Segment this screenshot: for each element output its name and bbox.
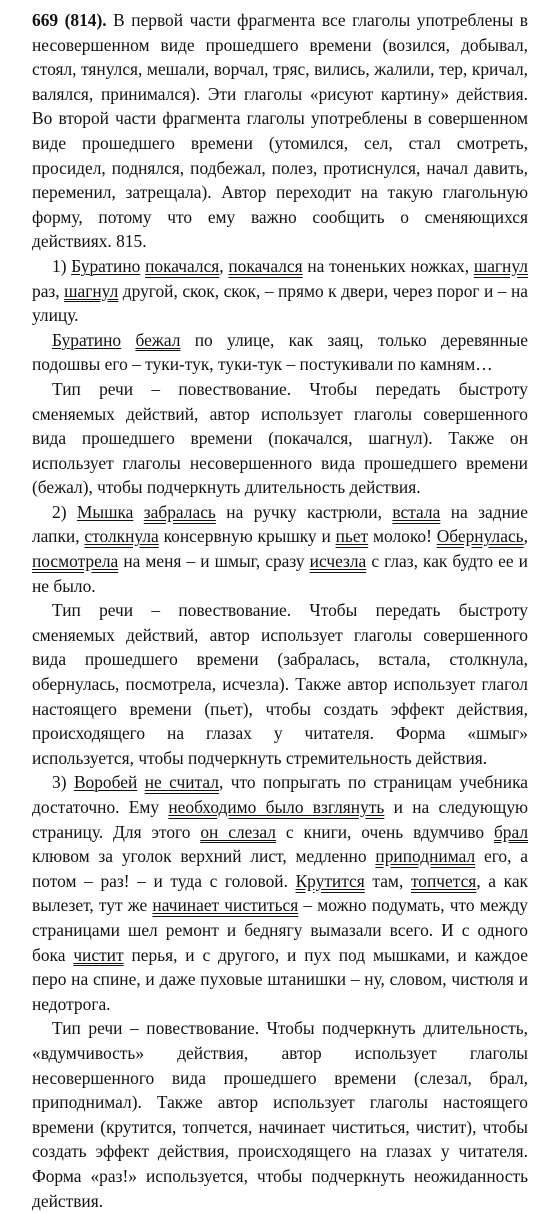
plain-text: на меня – и шмыг, сразу [123,551,305,572]
punct: , [523,526,528,547]
subject-word: Воробей [73,772,138,793]
predicate-word: покачался [228,255,303,276]
next-exercise-ref: 815. [116,231,147,252]
plain-text: молоко! [372,526,432,547]
plain-text: с книги, очень вдумчиво [285,821,485,842]
predicate-word: чистит [73,944,124,965]
predicate-word: приподнимал [375,846,476,867]
plain-text: перья, и с другого, и пух под мышками, и каждое перо на спине, и даже пуховые штанишки – ну, словом, чистюля и недотрога. [32,944,528,1014]
predicate-word: он слезал [200,821,276,842]
speech-type-paragraph-1: Тип речи – повествование. Чтобы передать быстроту сменяемых действий, автор использует глаголы совершенного вида прошедшего времени (покачался, шагнул). Также он использует глаголы несовершенного вида прошедшего времени (бежал), чтобы подчеркнуть длительность действия. [32,378,528,498]
plain-text: раз, [32,280,60,301]
plain-text: консервную крышку и [163,526,331,547]
predicate-word: столкнула [84,526,159,547]
subject-word: Буратино [52,329,122,350]
predicate-word: шагнул [473,255,528,276]
predicate-word: необходимо было взглянуть [168,797,385,817]
plain-text: по улице, как заяц, только деревянные подошвы его – туки-тук, туки-тук – постукивали по камням… [32,329,528,375]
plain-text: другой, скок, скок, – прямо к двери, через порог и – на улицу. [32,280,528,326]
predicate-word: топчется [410,870,477,891]
predicate-word: не считал [144,772,219,793]
predicate-word: исчезла [309,551,367,572]
example-number: 2) [52,501,67,522]
exercise-number: 669 (814). [32,10,107,30]
intro-text: В первой части фрагмента все глаголы употреблены в несовершенном виде прошедшего времени (возился, добывал, стоял, тянулся, мешали, ворчал, тряс, вились, жалили, тер, кричал, валялся, принимался). Эти глаголы «рисуют картину» действия. Во второй части фрагмента глаголы употреблены в совершенном виде прошедшего времени (утомился, сел, стал смотреть, просидел, поднялся, подбежал, полез, протиснулся, начал давить, переменил, затрещала). Автор переходит на такую глагольную форму, потому что ему важно сообщить о сменяющихся действиях. [32,10,528,252]
example-number: 3) [52,772,67,793]
plain-text: с глаз, как будто ее и не было. [32,551,528,596]
intro-paragraph [32,8,528,254]
example-1-paragraph [32,254,528,328]
predicate-word: брал [493,821,529,842]
example-1-continuation [32,328,528,377]
predicate-word: бежал [135,329,181,350]
predicate-word: шагнул [64,280,119,301]
plain-text: , что попрыгать по страницам учебника достаточно. Ему [32,772,528,817]
plain-text: – можно подумать, что между страницами шел ремонт и беднягу вымазали всего. И с одного бока [32,895,528,965]
plain-text: на задние лапки, [32,501,528,547]
example-3-paragraph [32,770,528,1016]
predicate-word: начинает чиститься [152,895,299,916]
subject-word: Буратино [71,255,141,276]
predicate-word: Обернулась [436,526,524,547]
plain-text: , а как вылезет, тут же [32,870,528,916]
plain-text: там, [372,870,404,891]
plain-text: на ручку кастрюли, [226,501,382,522]
plain-text: и на следующую страницу. Для этого [32,797,529,842]
plain-text: клювом за уголок верхний лист, медленно [32,846,367,867]
predicate-word: забралась [143,501,216,522]
predicate-word: посмотрела [32,551,119,572]
example-number: 1) [52,255,67,276]
predicate-word: Крутится [295,870,365,891]
predicate-word: пьет [335,526,369,547]
predicate-word: покачался [145,255,220,276]
example-2-paragraph [32,500,528,598]
speech-type-paragraph-2: Тип речи – повествование. Чтобы передать быстроту сменяемых действий, автор использует глаголы совершенного вида прошедшего времени (забралась, встала, столкнула, обернулась, посмотрела, исчезла). Также автор использует глагол настоящего времени (пьет), чтобы создать эффект действия, происходящего на глазах у читателя. Форма «шмыг» используется, чтобы подчеркнуть стремительность действия. [32,600,528,768]
punct: , [219,255,224,276]
predicate-word: встала [392,501,441,522]
plain-text: на тоненьких ножках, [307,255,470,276]
subject-word: Мышка [76,501,134,522]
speech-type-paragraph-3: Тип речи – повествование. Чтобы подчеркнуть длительность, «вдумчивость» действия, автор использует глаголы несовершенного вида прошедшего времени (слезал, брал, приподнимал). Также автор использует глаголы настоящего времени (крутится, топчется, начинает чиститься, чистит), чтобы создать эффект действия, происходящего на глазах у читателя. Форма «раз!» используется, чтобы подчеркнуть неожиданность действия. [32,1018,528,1211]
plain-text: его, а потом – раз! – и туда с головой. [32,846,529,891]
